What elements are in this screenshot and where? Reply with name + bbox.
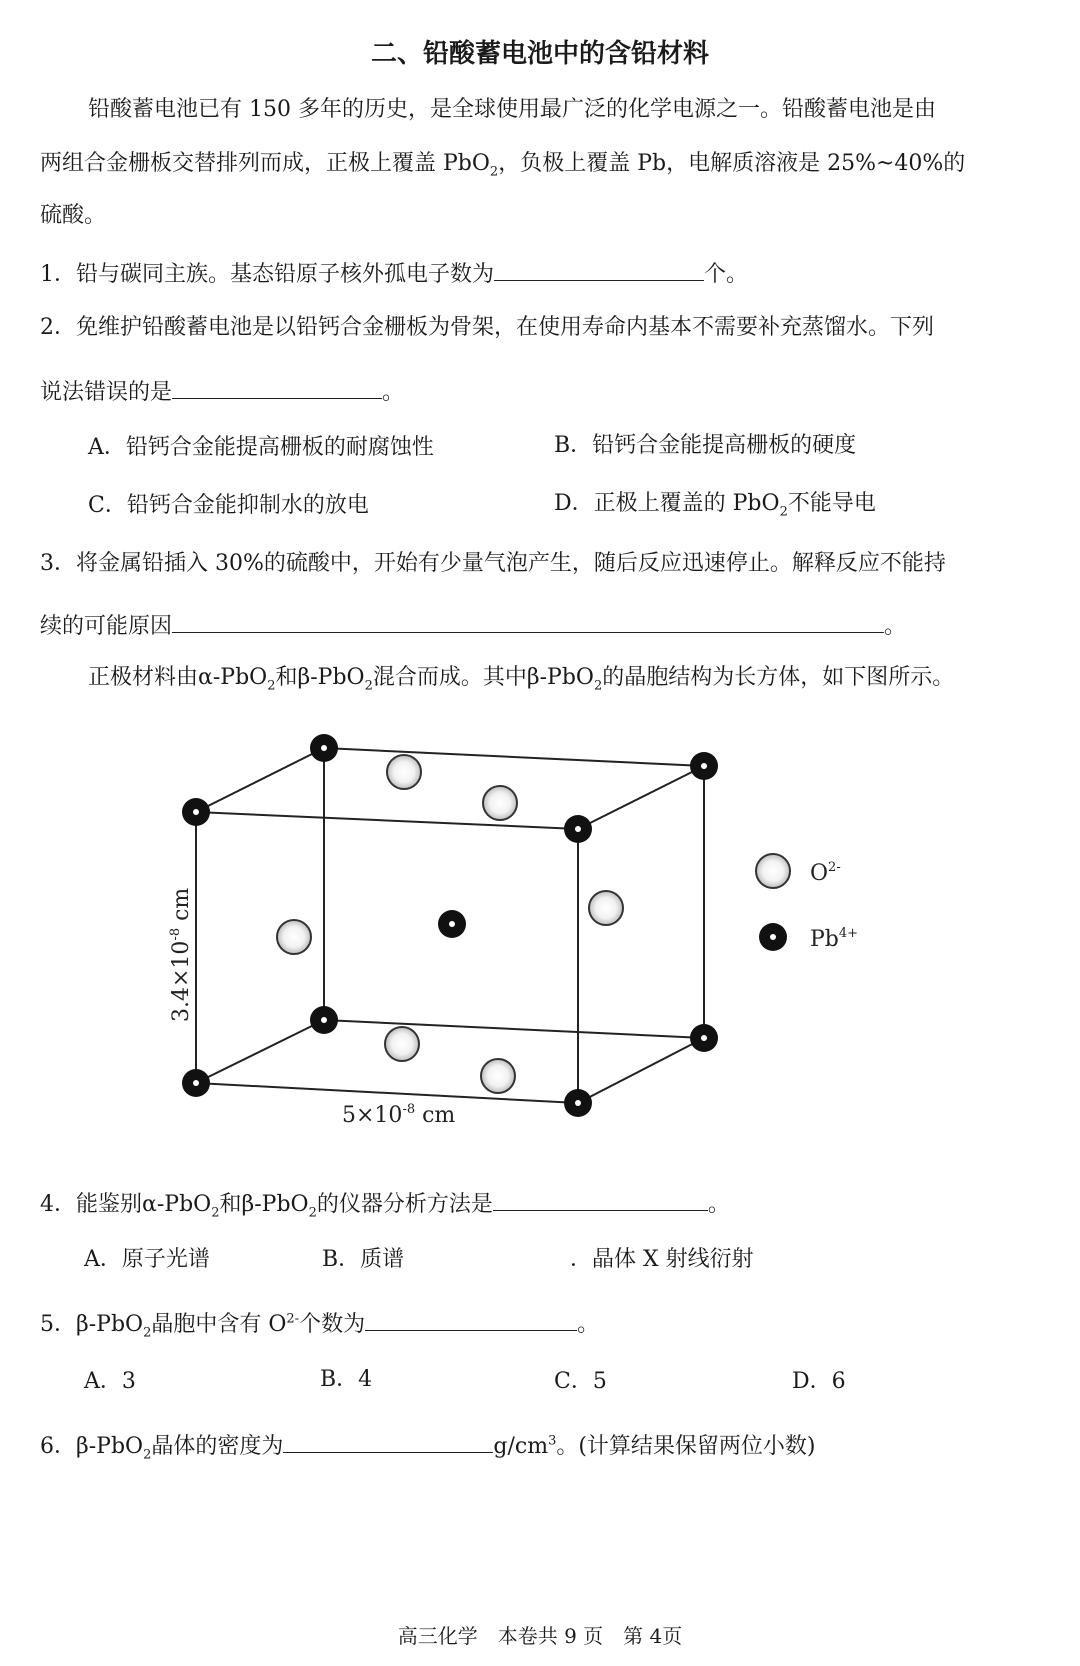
question-1: 1．铅与碳同主族。基态铅原子核外孤电子数为 个。 <box>40 256 1040 291</box>
question-4: 4．能鉴别α-PbO$_2$和β-PbO$_2$的仪器分析方法是 。 <box>40 1186 1040 1221</box>
q4-option-c: ．晶体 X 射线衍射 <box>570 1247 754 1272</box>
q5-option-a: A．3 <box>84 1369 136 1394</box>
crystal-cell-diagram <box>0 700 1080 1160</box>
q4-option-a: A．原子光谱 <box>84 1247 210 1272</box>
q2-option-a: A．铅钙合金能提高栅板的耐腐蚀性 <box>88 435 434 460</box>
question-3-line-2: 续的可能原因 。 <box>40 608 1040 643</box>
q2-option-d: D．正极上覆盖的 PbO$_2$不能导电 <box>554 491 876 520</box>
width-label: $5\times 10^{-8}$ cm <box>342 1102 456 1128</box>
intro-line-1: 铅酸蓄电池已有 150 多年的历史，是全球使用最广泛的化学电源之一。铅酸蓄电池是由 <box>88 97 936 122</box>
question-3-line-1: 3．将金属铅插入 30%的硫酸中，开始有少量气泡产生，随后反应迅速停止。解释反应不能持 <box>40 551 946 576</box>
q2-option-b: B．铅钙合金能提高栅板的硬度 <box>554 433 857 458</box>
legend-o2-label: $O^{2-}$ <box>810 860 841 886</box>
intro-line-2: 两组合金栅板交替排列而成，正极上覆盖 PbO$_2$，负极上覆盖 Pb，电解质溶液是 25%~40%的 <box>40 151 966 180</box>
page-footer: 高三化学 本卷共 9 页 第 4页 <box>397 1624 683 1648</box>
section-title: 二、铅酸蓄电池中的含铅材料 <box>370 39 709 69</box>
question-6: 6．β-PbO$_2$晶体的密度为 $g/cm^3$。(计算结果保留两位小数) <box>40 1428 1040 1463</box>
question-2-line-1: 2．免维护铅酸蓄电池是以铅钙合金栅板为骨架，在使用寿命内基本不需要补充蒸馏水。下列 <box>40 315 935 340</box>
height-label: $3.4\times 10^{-8}$ cm <box>168 887 194 1022</box>
answer-blank-6[interactable] <box>283 1428 493 1453</box>
answer-blank-1[interactable] <box>494 256 704 281</box>
legend-pb4-label: $Pb^{4+}$ <box>810 926 859 952</box>
q5-option-d: D．6 <box>792 1369 846 1394</box>
q2-option-c: C．铅钙合金能抑制水的放电 <box>88 493 369 518</box>
answer-blank-2[interactable] <box>172 374 382 399</box>
question-2-line-2: 说法错误的是 。 <box>40 374 1040 409</box>
question-5: 5．β-PbO$_2$晶胞中含有 $O^{2-}$个数为 。 <box>40 1306 1040 1341</box>
intro-line-3: 硫酸。 <box>40 203 107 228</box>
q4-option-b: B．质谱 <box>322 1247 405 1272</box>
answer-blank-5[interactable] <box>365 1306 577 1331</box>
answer-blank-3[interactable] <box>172 608 884 633</box>
q5-option-b: B．4 <box>320 1367 373 1392</box>
positive-material-text: 正极材料由α-PbO$_2$和β-PbO$_2$混合而成。其中β-PbO$_2$的晶胞结构为长方体，如下图所示。 <box>88 665 955 694</box>
q5-option-c: C．5 <box>554 1369 607 1394</box>
answer-blank-4[interactable] <box>493 1186 708 1211</box>
